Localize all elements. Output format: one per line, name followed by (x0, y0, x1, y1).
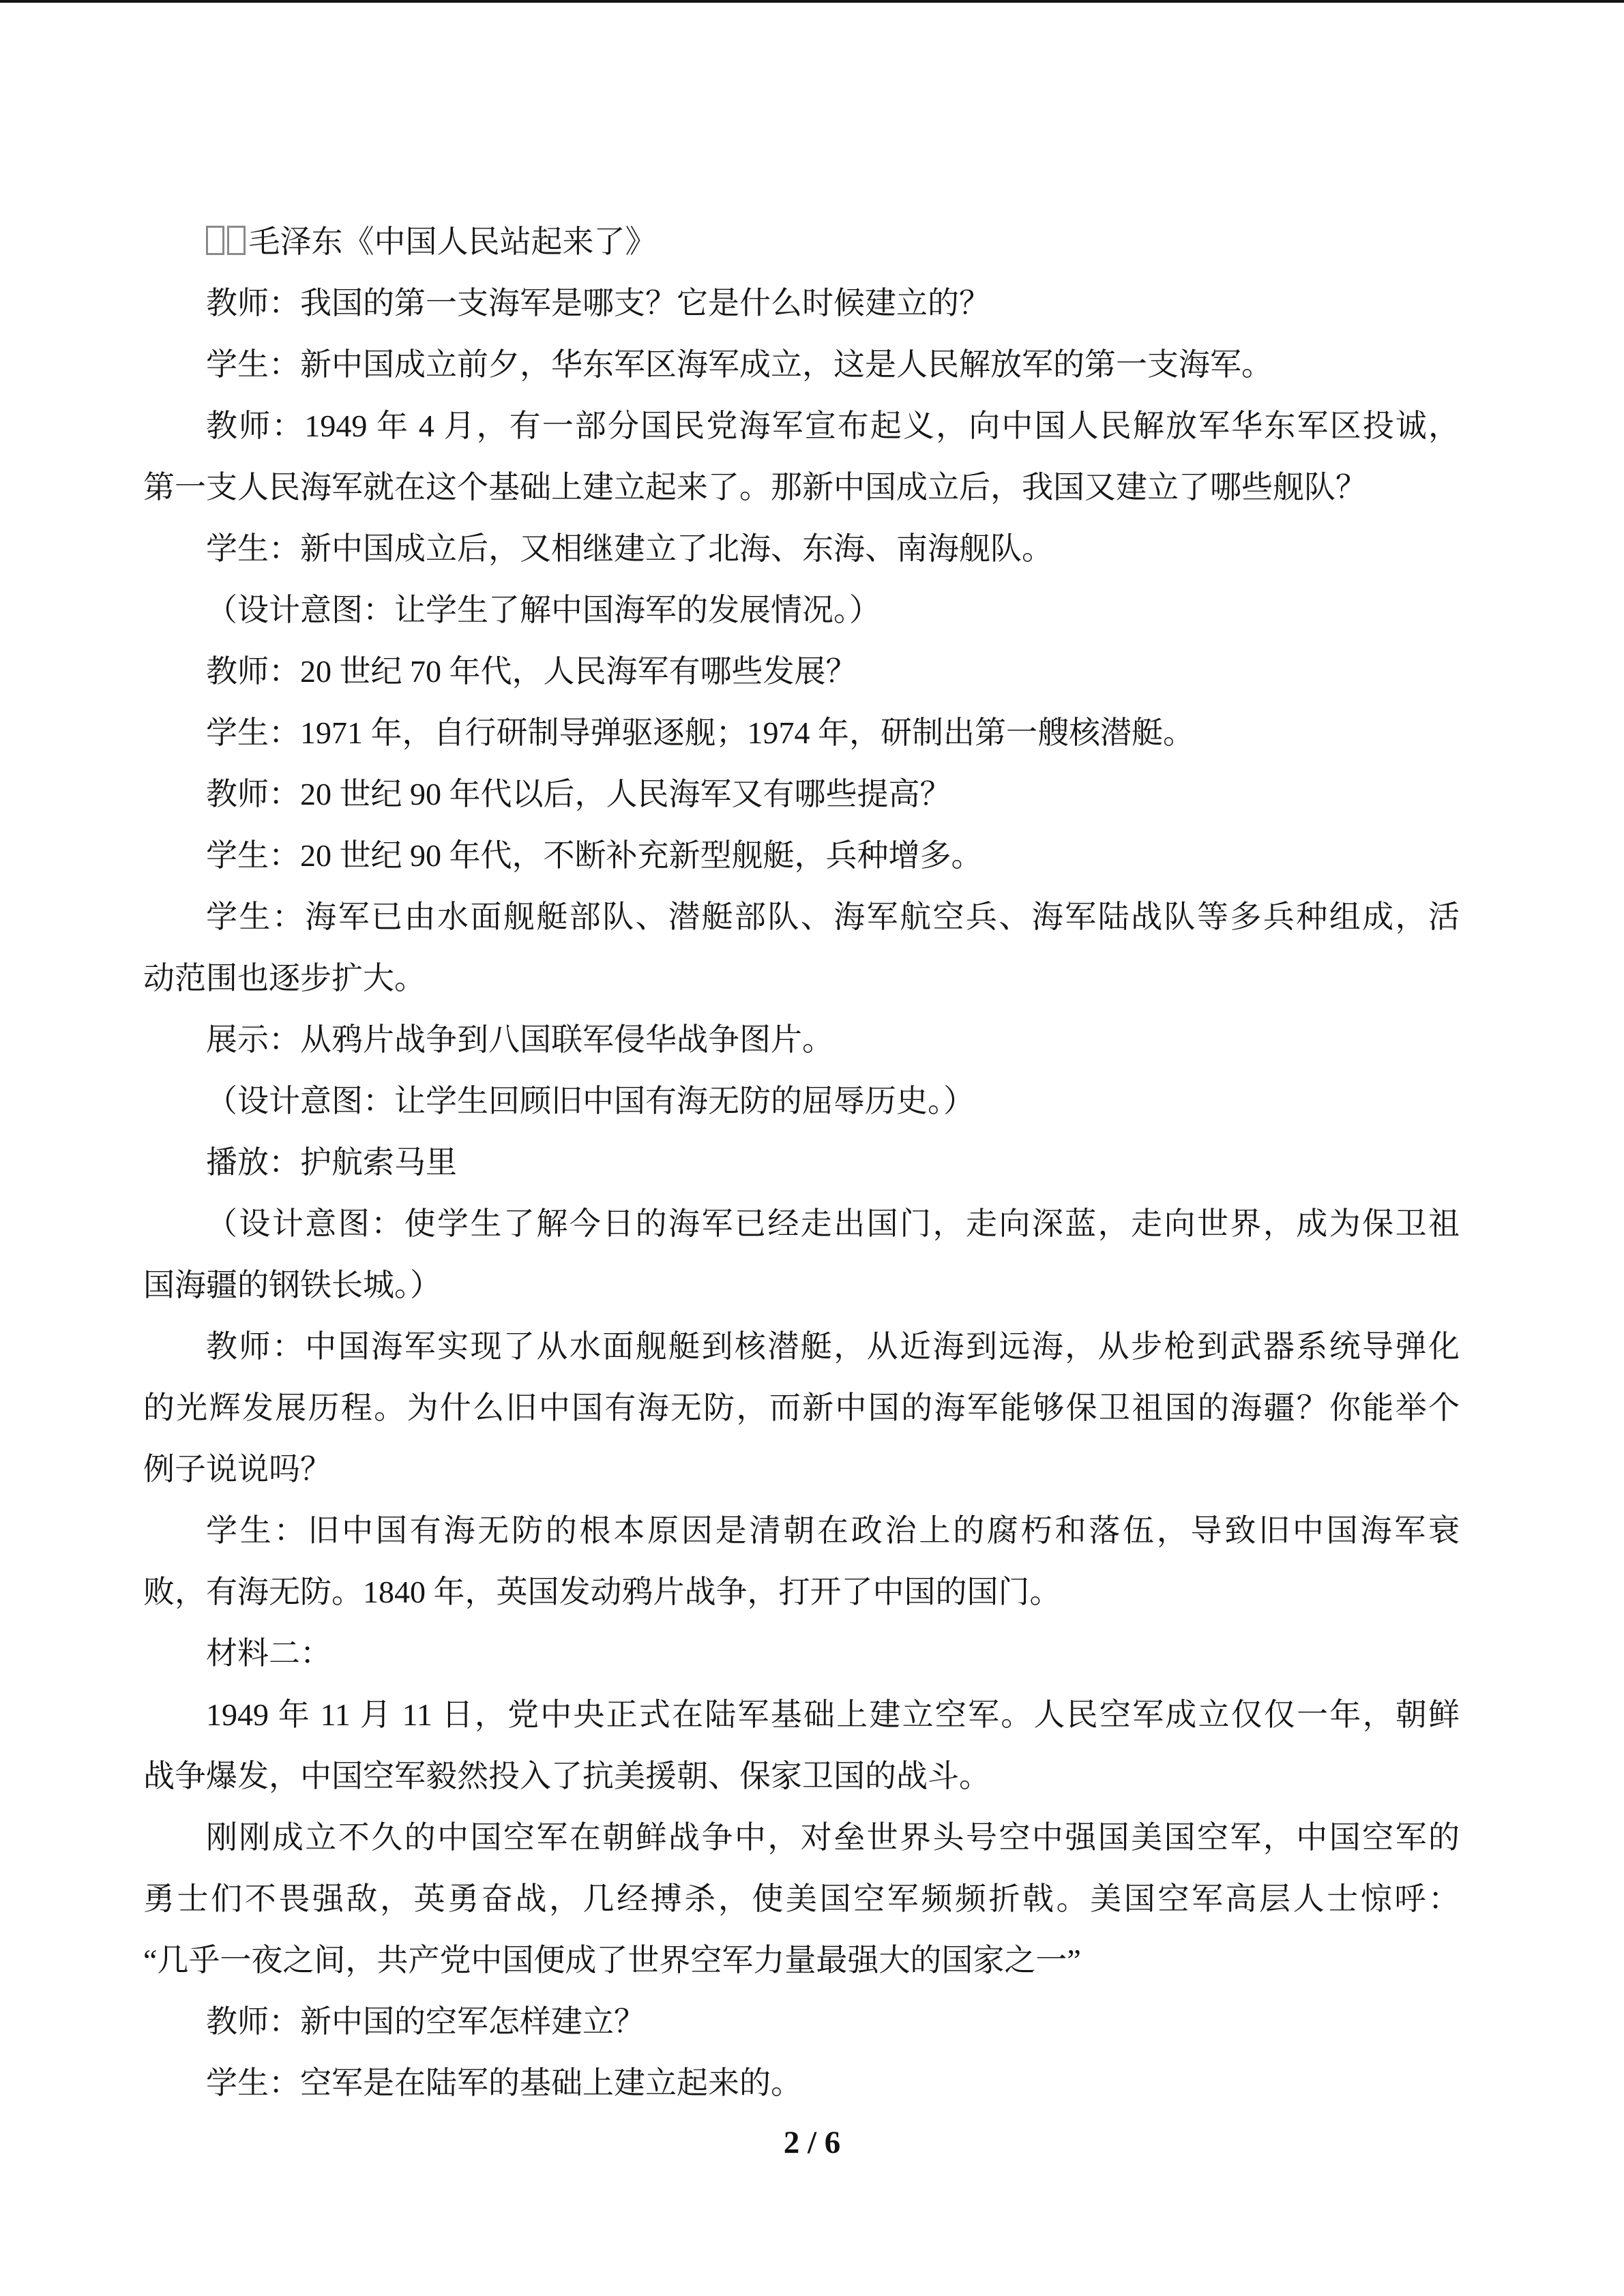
text-line: 刚刚成立不久的中国空军在朝鲜战争中，对垒世界头号空中强国美国空军，中国空军的 (206, 1820, 1460, 1855)
missing-glyph-box (227, 226, 246, 254)
page-top-edge-bar (0, 0, 1624, 3)
text-line: 例子说说吗？ (143, 1452, 331, 1487)
text-line: 学生：新中国成立前夕，华东军区海军成立，这是人民解放军的第一支海军。 (206, 347, 1273, 382)
text-line: 教师：1949 年 4 月，有一部分国民党海军宣布起义，向中国人民解放军华东军区投诚， (206, 408, 1460, 443)
text-line: 教师：20 世纪 70 年代，人民海军有哪些发展？ (206, 654, 857, 689)
text-line: 学生：海军已由水面舰艇部队、潜艇部队、海军航空兵、海军陆战队等多兵种组成，活 (206, 899, 1460, 934)
text-line: 1949 年 11 月 11 日，党中央正式在陆军基础上建立空军。人民空军成立仅仅一年，朝鲜 (206, 1697, 1460, 1732)
text-line (143, 211, 1460, 273)
text-line: 的光辉发展历程。为什么旧中国有海无防，而新中国的海军能够保卫祖国的海疆？你能举个 (143, 1390, 1460, 1425)
text-line: 教师：20 世纪 90 年代以后，人民海军又有哪些提高？ (206, 777, 951, 811)
document-body (143, 211, 1460, 2114)
text-line: 学生：旧中国有海无防的根本原因是清朝在政治上的腐朽和落伍，导致旧中国海军衰 (206, 1513, 1460, 1548)
text-line: 动范围也逐步扩大。 (143, 961, 426, 996)
text-line: 学生：1971 年，自行研制导弹驱逐舰；1974 年，研制出第一艘核潜艇。 (206, 715, 1194, 750)
text-line: 展示：从鸦片战争到八国联军侵华战争图片。 (206, 1022, 833, 1057)
text-line: （设计意图：让学生回顾旧中国有海无防的屈辱历史。） (206, 1084, 975, 1118)
text-line: 学生：新中国成立后，又相继建立了北海、东海、南海舰队。 (206, 531, 1053, 566)
text-line: 学生：20 世纪 90 年代，不断补充新型舰艇，兵种增多。 (206, 838, 983, 873)
text-line: 学生：空军是在陆军的基础上建立起来的。 (206, 2066, 802, 2100)
text-line: 教师：新中国的空军怎样建立？ (206, 2004, 645, 2039)
text-line: 播放：护航索马里 (206, 1145, 457, 1180)
text-line: （设计意图：使学生了解今日的海军已经走出国门，走向深蓝，走向世界，成为保卫祖 (206, 1206, 1460, 1241)
text-line: “几乎一夜之间，共产党中国便成了世界空军力量最强大的国家之一” (143, 1943, 1081, 1978)
text-line: 败，有海无防。1840 年，英国发动鸦片战争，打开了中国的国门。 (143, 1575, 1061, 1609)
text-line: 教师：我国的第一支海军是哪支？它是什么时候建立的？ (206, 286, 990, 320)
text-line: 教师：中国海军实现了从水面舰艇到核潜艇，从近海到远海，从步枪到武器系统导弹化 (206, 1329, 1460, 1364)
text-line: 第一支人民海军就在这个基础上建立起来了。那新中国成立后，我国又建立了哪些舰队？ (143, 470, 1367, 505)
text-line-content: 毛泽东《中国人民站起来了》 (248, 224, 657, 259)
text-line: （设计意图：让学生了解中国海军的发展情况。） (206, 593, 881, 627)
missing-glyph-box (206, 226, 224, 254)
text-line: 材料二： (206, 1636, 331, 1671)
text-line: 战争爆发，中国空军毅然投入了抗美援朝、保家卫国的战斗。 (143, 1759, 990, 1793)
text-line: 国海疆的钢铁长城。） (143, 1268, 441, 1302)
text-line: 勇士们不畏强敌，英勇奋战，几经搏杀，使美国空军频频折戟。美国空军高层人士惊呼： (143, 1881, 1460, 1916)
page-number: 2 / 6 (783, 2125, 841, 2160)
